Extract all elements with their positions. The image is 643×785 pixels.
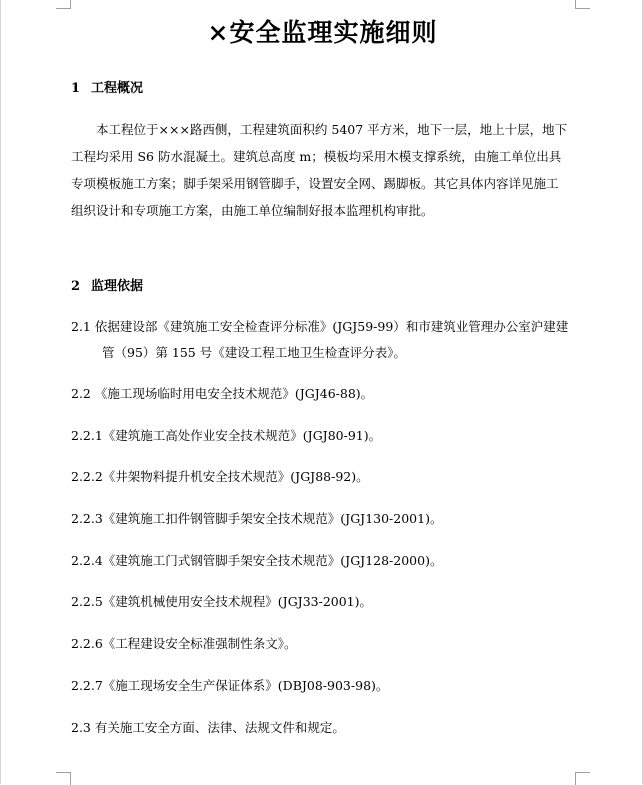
section-1-heading — [71, 79, 143, 99]
paragraph-line: 专项模板施工方案；脚手架采用钢管脚手，设置安全网、踢脚板。其它具体内容详见施工 — [71, 176, 559, 191]
list-item-line: 2.1 依据建设部《建筑施工安全检查评分标准》(JGJ59-99）和市建筑业管理办公室沪建建 — [71, 319, 569, 334]
list-item: 2.2 《施工现场临时用电安全技术规范》(JGJ46-88)。 — [71, 386, 374, 401]
page-corner-mark-bottom-right — [575, 772, 590, 785]
paragraph-line: 本工程位于×××路西侧，工程建筑面积约 5407 平方米，地下一层，地上十层，地下 — [96, 122, 568, 137]
list-item-2-1 — [71, 314, 581, 366]
list-item: 2.2.2《井架物料提升机安全技术规范》(JGJ88-92)。 — [71, 469, 369, 484]
list-item: 2.2.3《建筑施工扣件钢管脚手架安全技术规范》(JGJ130-2001)。 — [71, 511, 443, 526]
paragraph-line: 组织设计和专项施工方案，由施工单位编制好报本监理机构审批。 — [71, 203, 434, 218]
page-corner-mark-top-left — [56, 0, 71, 9]
list-item: 2.2.7《施工现场安全生产保证体系》(DBJ08-903-98)。 — [71, 678, 389, 693]
page-corner-mark-bottom-left — [56, 772, 71, 785]
page-corner-mark-top-right — [575, 0, 590, 9]
list-item: 2.2.1《建筑施工高处作业安全技术规范》(JGJ80-91)。 — [71, 428, 382, 443]
section-2-title: 监理依据 — [91, 279, 144, 294]
section-1-paragraph — [71, 116, 581, 224]
list-item: 2.2.4《建筑施工门式钢管脚手架安全技术规范》(JGJ128-2000)。 — [71, 553, 443, 568]
list-item: 2.2.6《工程建设安全标准强制性条文》。 — [71, 636, 297, 651]
section-1-title: 工程概况 — [91, 81, 144, 96]
document-title: ×安全监理实施细则 — [207, 18, 438, 47]
section-2-heading — [71, 277, 143, 297]
list-item: 2.3 有关施工安全方面、法律、法规文件和规定。 — [71, 720, 345, 735]
section-2-number: 2 — [71, 279, 81, 294]
list-item-line: 管（95）第 155 号《建设工程工地卫生检查评分表》。 — [102, 345, 406, 360]
list-item: 2.2.5《建筑机械使用安全技术规程》(JGJ33-2001)。 — [71, 594, 373, 609]
paragraph-line: 工程均采用 S6 防水混凝土。建筑总高度 m；模板均采用木模支撑系统，由施工单位出具 — [71, 149, 562, 164]
section-1-number: 1 — [71, 81, 81, 96]
